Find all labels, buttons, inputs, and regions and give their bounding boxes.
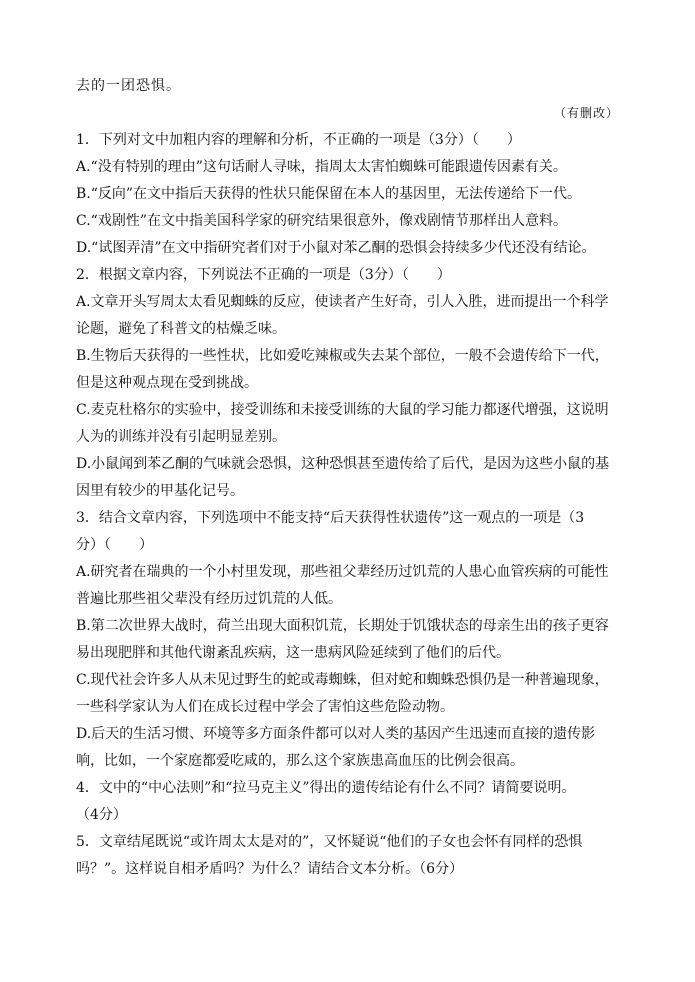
text-line: （4分） (76, 807, 127, 823)
text-line: 3．结合文章内容，下列选项中不能支持“后天获得性状遗传”这一观点的一项是（3 (76, 510, 585, 526)
text-line: D.后天的生活习惯、环境等多方面条件都可以对人类的基因产生迅速而直接的遗传影 (76, 726, 596, 742)
text-line: B.生物后天获得的一些性状，比如爱吃辣椒或失去某个部位，一般不会遗传给下一代， (76, 348, 609, 364)
text-line: 一些科学家认为人们在成长过程中学会了害怕这些危险动物。 (76, 699, 454, 715)
text-line: B.“反向”在文中指后天获得的性状只能保留在本人的基因里，无法传递给下一代。 (76, 186, 582, 202)
text-line: D.小鼠闻到苯乙酮的气味就会恐惧，这种恐惧甚至遗传给了后代，是因为这些小鼠的基 (76, 456, 610, 472)
text-line: B.第二次世界大战时，荷兰出现大面积饥荒，长期处于饥饿状态的母亲生出的孩子更容 (76, 618, 609, 634)
text-line: 响，比如，一个家庭都爱吃咸的，那么这个家族患高血压的比例会很高。 (76, 753, 524, 769)
text-line: 5．文章结尾既说“或许周太太是对的”，又怀疑说“他们的子女也会怀有同样的恐惧 (76, 834, 583, 850)
text-line: C.麦克杜格尔的实验中，接受训练和未接受训练的大鼠的学习能力都逐代增强，这说明 (76, 402, 609, 418)
text-line: 论题，避免了科普文的枯燥乏味。 (76, 321, 286, 337)
text-line: C.“戏剧性”在文中指美国科学家的研究结果很意外，像戏剧情节那样出人意料。 (76, 213, 567, 229)
text-line: 2．根据文章内容，下列说法不正确的一项是（3分）（ ） (76, 267, 451, 283)
text-line: 易出现肥胖和其他代谢紊乱疾病，这一患病风险延续到了他们的后代。 (76, 645, 510, 661)
text-line: 普遍比那些祖父辈没有经历过饥荒的人低。 (76, 591, 342, 607)
text-line: D.“试图弄清”在文中指研究者们对于小鼠对苯乙酮的恐惧会持续多少代还没有结论。 (76, 240, 596, 256)
passage-end-text: 去的一团恐惧。 (76, 78, 181, 94)
text-line: 人为的训练并没有引起明显差别。 (76, 429, 286, 445)
text-line: A.研究者在瑞典的一个小村里发现，那些祖父辈经历过饥荒的人患心血管疾病的可能性 (76, 564, 609, 580)
text-line: C.现代社会许多人从未见过野生的蛇或毒蜘蛛，但对蛇和蜘蛛恐惧仍是一种普遍现象， (76, 672, 609, 688)
text-line: 但是这种观点现在受到挑战。 (76, 375, 258, 391)
question-block (76, 127, 619, 883)
text-line: 因里有较少的甲基化记号。 (76, 483, 244, 499)
text-line: 1．下列对文中加粗内容的理解和分析，不正确的一项是（3分）（ ） (76, 132, 521, 148)
text-line: A.“没有特别的理由”这句话耐人寻味，指周太太害怕蜘蛛可能跟遗传因素有关。 (76, 159, 567, 175)
source-note: （有删改） (553, 106, 619, 120)
text-line: 4．文中的“中心法则”和“拉马克主义”得出的遗传结论有什么不同？请简要说明。 (76, 780, 576, 796)
text-line: 分）（ ） (76, 537, 153, 553)
text-line: A.文章开头写周太太看见蜘蛛的反应，使读者产生好奇，引人入胜，进而提出一个科学 (76, 294, 609, 310)
text-line: 吗？”。这样说自相矛盾吗？为什么？请结合文本分析。（6分） (76, 861, 464, 877)
